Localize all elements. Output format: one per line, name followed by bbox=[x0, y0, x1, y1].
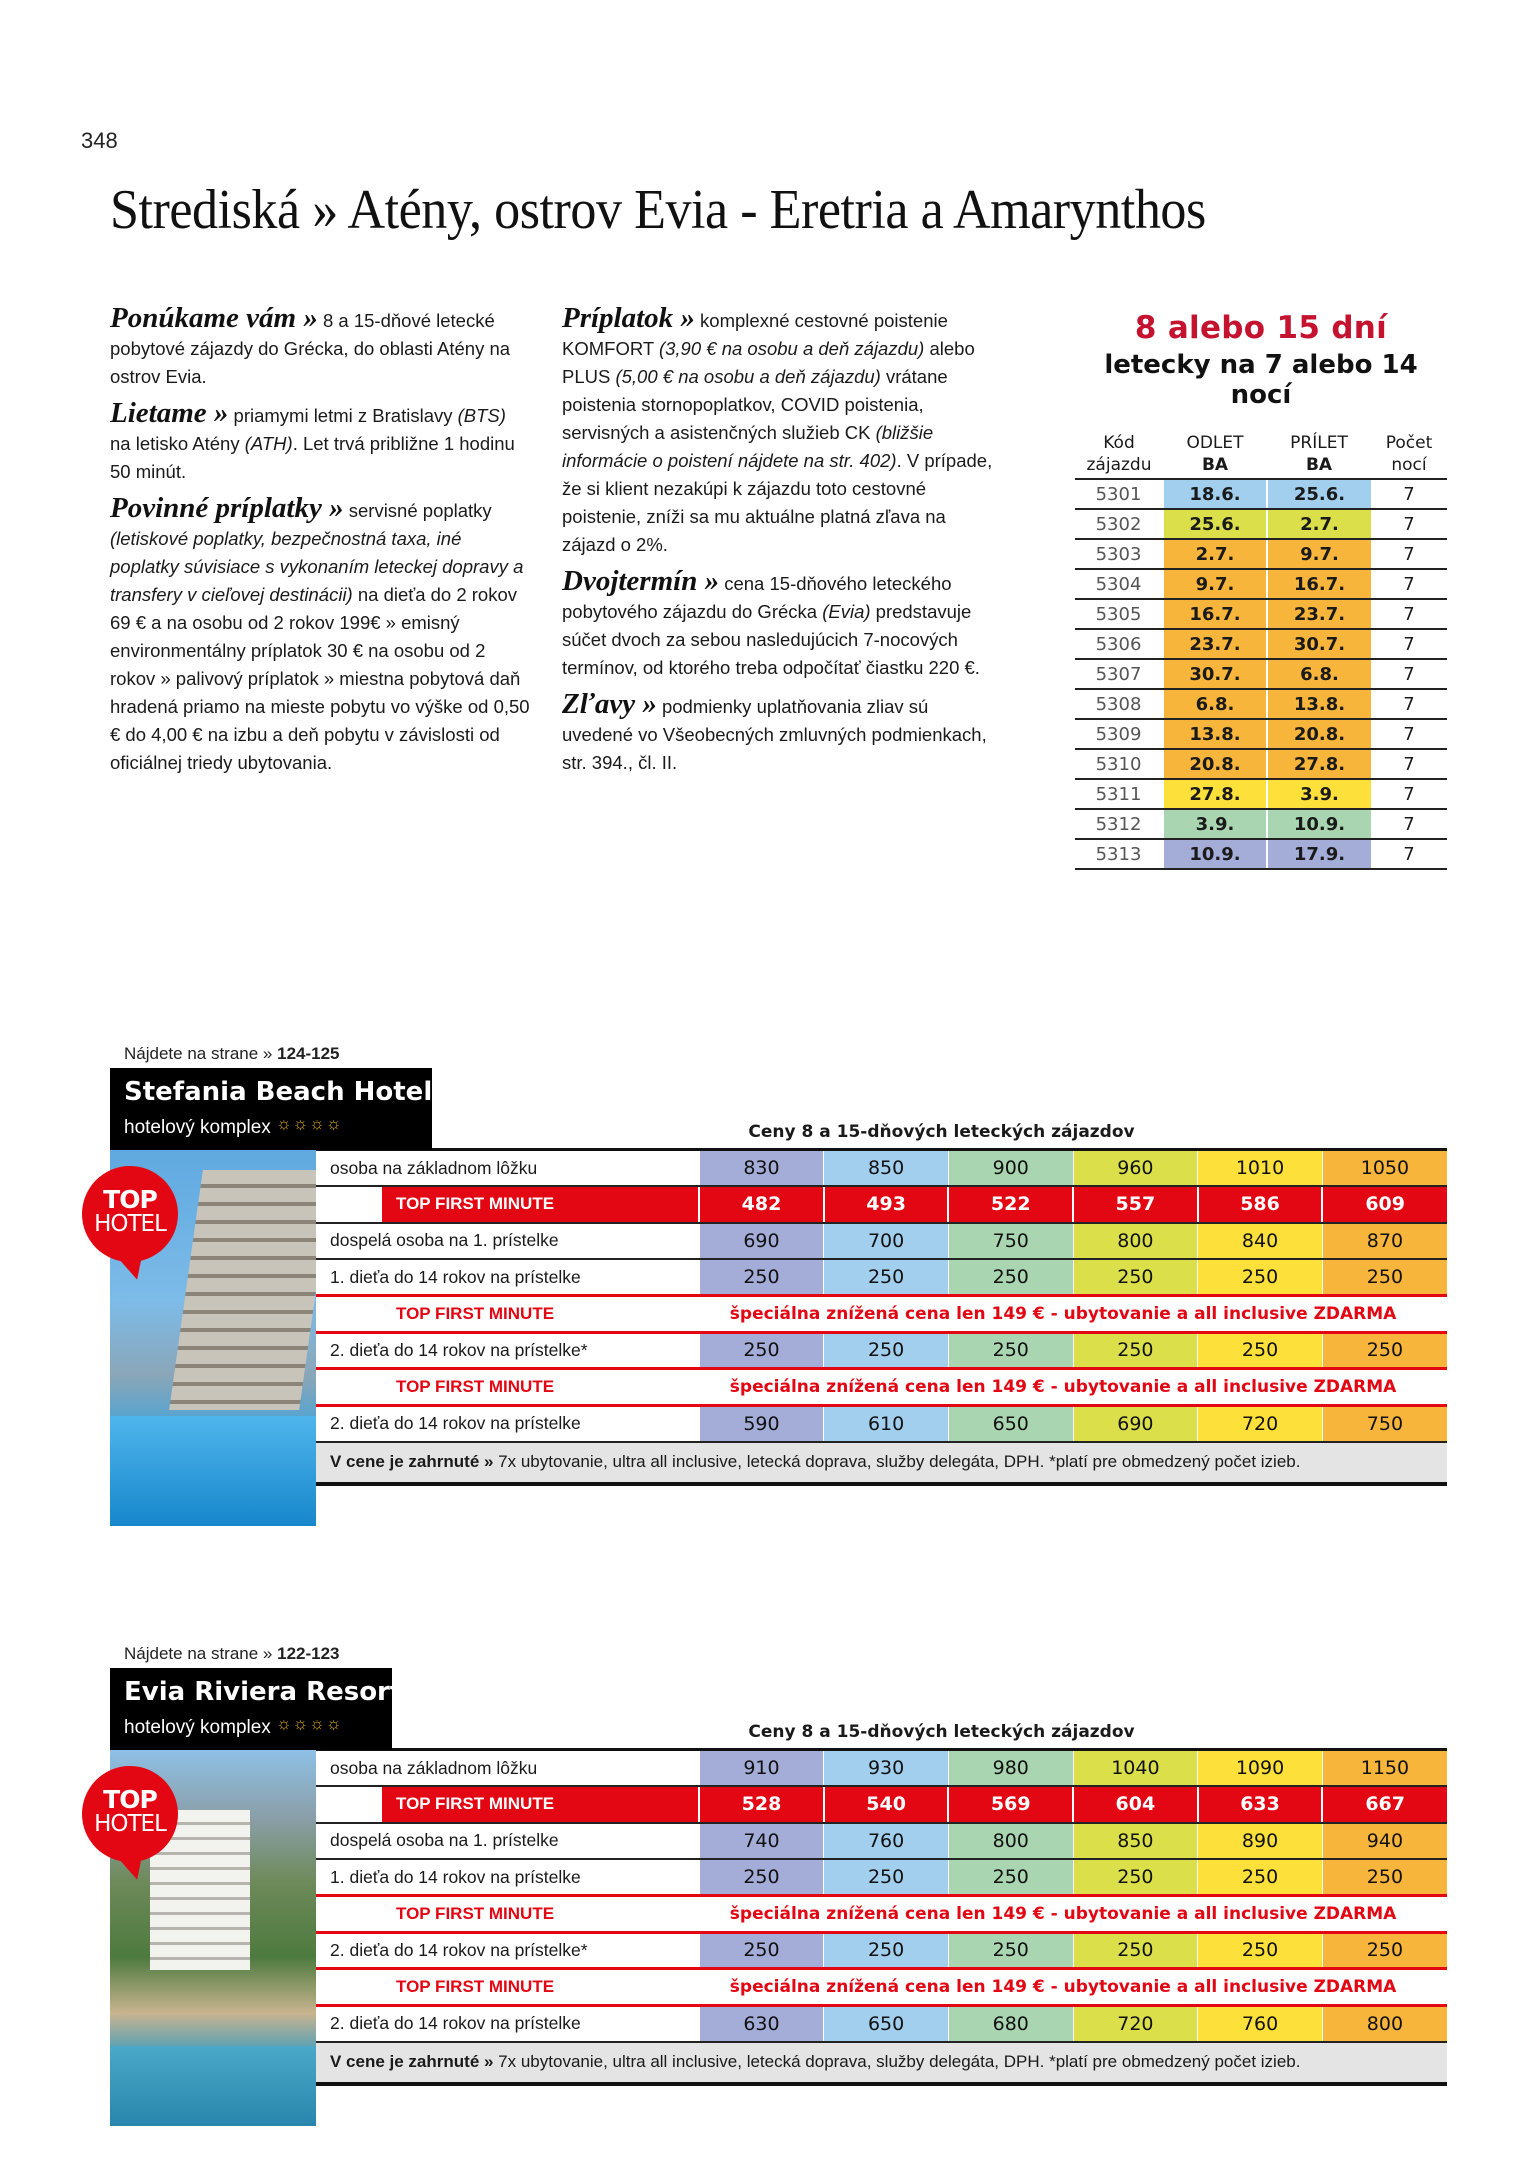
price-cell: 720 bbox=[1198, 1405, 1323, 1442]
arrival-date: 9.7. bbox=[1267, 539, 1371, 569]
insurance-paragraph bbox=[562, 304, 994, 559]
nights-count: 7 bbox=[1371, 839, 1447, 869]
included-text bbox=[316, 1442, 1447, 1484]
price-cell: 667 bbox=[1322, 1786, 1447, 1823]
badge-bottom-text: HOTEL bbox=[94, 1211, 166, 1237]
price-cell: 840 bbox=[1198, 1223, 1323, 1260]
included-details: 7x ubytovanie, ultra all inclusive, letecká doprava, služby delegáta, DPH. *platí pre obmedzený počet izieb. bbox=[493, 1452, 1301, 1471]
header-code-line1: Kód bbox=[1103, 433, 1135, 453]
find-on-page-number: 124-125 bbox=[277, 1044, 340, 1063]
trip-code: 5309 bbox=[1075, 719, 1163, 749]
mandatory-fees-lead: Povinné príplatky » bbox=[110, 492, 344, 524]
find-on-page bbox=[110, 1040, 1447, 1068]
find-on-page-label: Nájdete na strane » bbox=[124, 1044, 273, 1063]
price-cell: 930 bbox=[824, 1750, 949, 1787]
trip-code: 5303 bbox=[1075, 539, 1163, 569]
special-offer-message: špeciálna znížená cena len 149 € - ubytovanie a all inclusive ZDARMA bbox=[699, 1296, 1447, 1333]
terms-title: 8 alebo 15 dní bbox=[1134, 310, 1388, 346]
trip-code: 5308 bbox=[1075, 689, 1163, 719]
hotel-type-label: hotelový komplex bbox=[124, 1117, 271, 1138]
price-cell: 650 bbox=[824, 2005, 949, 2042]
insurance-text: . V prípade, že si klient nezakúpi k zájazdu toto cestovné poistenie, zníži sa mu aktuálne platná zľava na zájazd o 2%. bbox=[562, 450, 993, 555]
row-label: osoba na základnom lôžku bbox=[316, 1150, 699, 1187]
discounts-paragraph bbox=[562, 690, 994, 777]
hotel-header bbox=[110, 1668, 403, 1750]
intro-column-2 bbox=[562, 304, 994, 785]
price-cell: 1090 bbox=[1198, 1750, 1323, 1787]
nights-count: 7 bbox=[1371, 749, 1447, 779]
row-label: TOP FIRST MINUTE bbox=[316, 1369, 699, 1406]
insurance-text: (3,90 € na osobu a deň zájazdu) bbox=[658, 338, 925, 359]
mandatory-fees-text: (letiskové poplatky, bezpečnostná taxa, iné poplatky súvisiace s vykonaním leteckej dopravy a transfery v cieľovej destinácii) bbox=[110, 528, 524, 605]
hotel-type bbox=[124, 1710, 378, 1742]
price-cell: 250 bbox=[1073, 1932, 1198, 1969]
double-term-text: (Evia) bbox=[822, 601, 871, 622]
price-cell: 850 bbox=[1073, 1823, 1198, 1860]
row-label: 1. dieťa do 14 rokov na prístelke bbox=[316, 1859, 699, 1896]
header-departure-line1: ODLET bbox=[1186, 433, 1244, 453]
departure-date: 3.9. bbox=[1163, 809, 1267, 839]
terms-row bbox=[1075, 779, 1447, 809]
price-cell: 250 bbox=[699, 1332, 824, 1369]
price-cell: 940 bbox=[1322, 1823, 1447, 1860]
trip-code: 5311 bbox=[1075, 779, 1163, 809]
insurance-text: komplexné cestovné poistenie KOMFORT bbox=[562, 310, 948, 359]
price-cell: 609 bbox=[1322, 1186, 1447, 1223]
price-cell: 250 bbox=[1322, 1332, 1447, 1369]
terms-row bbox=[1075, 569, 1447, 599]
double-term-paragraph bbox=[562, 567, 994, 682]
hotel-type bbox=[124, 1110, 418, 1142]
double-term-text: predstavuje súčet dvoch za sebou nasledujúcich 7-nocových termínov, od ktorého treba odpočítať čiastku 220 €. bbox=[562, 601, 980, 678]
price-cell: 870 bbox=[1322, 1223, 1447, 1260]
insurance-text: alebo PLUS bbox=[562, 338, 975, 387]
arrival-date: 20.8. bbox=[1267, 719, 1371, 749]
trip-code: 5302 bbox=[1075, 509, 1163, 539]
row-label: 1. dieťa do 14 rokov na prístelke bbox=[316, 1259, 699, 1296]
price-cell: 250 bbox=[1198, 1859, 1323, 1896]
page-title: Strediská » Atény, ostrov Evia - Eretria a Amarynthos bbox=[110, 179, 1206, 241]
trip-code: 5307 bbox=[1075, 659, 1163, 689]
price-cell: 900 bbox=[948, 1150, 1073, 1187]
departure-date: 2.7. bbox=[1163, 539, 1267, 569]
trip-code: 5304 bbox=[1075, 569, 1163, 599]
price-cell: 250 bbox=[1073, 1259, 1198, 1296]
building-image bbox=[169, 1170, 316, 1410]
price-cell: 250 bbox=[824, 1332, 949, 1369]
departure-date: 10.9. bbox=[1163, 839, 1267, 869]
discounts-lead: Zľavy » bbox=[562, 688, 657, 720]
flights-text: . Let trvá približne 1 hodinu 50 minút. bbox=[110, 433, 515, 482]
arrival-date: 16.7. bbox=[1267, 569, 1371, 599]
terms-block bbox=[1075, 310, 1447, 870]
price-cell: 250 bbox=[1198, 1932, 1323, 1969]
first-minute-price-row bbox=[316, 1186, 1447, 1223]
nights-count: 7 bbox=[1371, 719, 1447, 749]
price-cell: 250 bbox=[1073, 1859, 1198, 1896]
price-cell: 800 bbox=[1073, 1223, 1198, 1260]
header-arrival-line1: PRÍLET bbox=[1290, 433, 1348, 453]
departure-date: 16.7. bbox=[1163, 599, 1267, 629]
price-caption-text: Ceny 8 a 15-dňových leteckých zájazdov bbox=[748, 1722, 1135, 1742]
header-code-line2: zájazdu bbox=[1086, 455, 1152, 475]
included-text bbox=[316, 2042, 1447, 2084]
terms-row bbox=[1075, 539, 1447, 569]
price-cell: 493 bbox=[824, 1186, 949, 1223]
mandatory-fees-text: servisné poplatky bbox=[343, 500, 492, 521]
price-table bbox=[316, 1748, 1447, 2086]
departure-date: 6.8. bbox=[1163, 689, 1267, 719]
price-cell: 250 bbox=[699, 1859, 824, 1896]
terms-row bbox=[1075, 749, 1447, 779]
row-label: TOP FIRST MINUTE bbox=[316, 1186, 699, 1223]
price-cell: 960 bbox=[1073, 1150, 1198, 1187]
price-cell: 910 bbox=[699, 1750, 824, 1787]
price-caption bbox=[316, 1122, 1447, 1142]
header-nights-line1: Počet bbox=[1385, 433, 1433, 453]
departure-date: 20.8. bbox=[1163, 749, 1267, 779]
row-label: 2. dieťa do 14 rokov na prístelke bbox=[316, 2005, 699, 2042]
price-table bbox=[316, 1148, 1447, 1486]
row-label: 2. dieťa do 14 rokov na prístelke* bbox=[316, 1332, 699, 1369]
hotel-name: Stefania Beach Hotel bbox=[124, 1077, 433, 1107]
arrival-date: 25.6. bbox=[1267, 479, 1371, 509]
price-cell: 528 bbox=[699, 1786, 824, 1823]
included-row bbox=[316, 2042, 1447, 2084]
nights-count: 7 bbox=[1371, 509, 1447, 539]
price-cell: 610 bbox=[824, 1405, 949, 1442]
row-label: dospelá osoba na 1. prístelke bbox=[316, 1223, 699, 1260]
arrival-date: 27.8. bbox=[1267, 749, 1371, 779]
price-caption bbox=[316, 1722, 1447, 1742]
sun-rating-icon: ☼☼☼☼ bbox=[276, 1114, 343, 1133]
price-cell: 1150 bbox=[1322, 1750, 1447, 1787]
price-cell: 250 bbox=[948, 1859, 1073, 1896]
trip-code: 5313 bbox=[1075, 839, 1163, 869]
nights-count: 7 bbox=[1371, 539, 1447, 569]
price-cell: 569 bbox=[948, 1786, 1073, 1823]
flights-text: na letisko Atény bbox=[110, 433, 245, 454]
find-on-page-number: 122-123 bbox=[277, 1644, 340, 1663]
price-cell: 760 bbox=[824, 1823, 949, 1860]
price-row bbox=[316, 1823, 1447, 1860]
row-label: TOP FIRST MINUTE bbox=[316, 1896, 699, 1933]
price-row bbox=[316, 1150, 1447, 1187]
flights-text: priamymi letmi z Bratislavy bbox=[228, 405, 458, 426]
terms-row bbox=[1075, 809, 1447, 839]
price-row bbox=[316, 1932, 1447, 1969]
departure-date: 25.6. bbox=[1163, 509, 1267, 539]
price-cell: 750 bbox=[948, 1223, 1073, 1260]
header-code bbox=[1075, 432, 1163, 479]
terms-row bbox=[1075, 599, 1447, 629]
trip-code: 5301 bbox=[1075, 479, 1163, 509]
price-cell: 1040 bbox=[1073, 1750, 1198, 1787]
header-departure bbox=[1163, 432, 1267, 479]
terms-row bbox=[1075, 479, 1447, 509]
nights-count: 7 bbox=[1371, 599, 1447, 629]
nights-count: 7 bbox=[1371, 479, 1447, 509]
included-lead: V cene je zahrnuté » bbox=[330, 2052, 494, 2071]
double-term-text: cena 15-dňového leteckého pobytového zájazdu do Grécka bbox=[562, 573, 952, 622]
header-arrival bbox=[1267, 432, 1371, 479]
terms-row bbox=[1075, 659, 1447, 689]
offer-paragraph bbox=[110, 304, 530, 391]
price-row bbox=[316, 1750, 1447, 1787]
price-cell: 250 bbox=[824, 1859, 949, 1896]
price-cell: 250 bbox=[948, 1259, 1073, 1296]
departure-date: 30.7. bbox=[1163, 659, 1267, 689]
price-cell: 250 bbox=[1198, 1332, 1323, 1369]
nights-count: 7 bbox=[1371, 659, 1447, 689]
trip-code: 5310 bbox=[1075, 749, 1163, 779]
price-cell: 630 bbox=[699, 2005, 824, 2042]
row-label: TOP FIRST MINUTE bbox=[316, 1786, 699, 1823]
arrival-date: 30.7. bbox=[1267, 629, 1371, 659]
included-row bbox=[316, 1442, 1447, 1484]
hotel-section-evia-riviera bbox=[94, 1640, 1447, 2071]
find-on-page-label: Nájdete na strane » bbox=[124, 1644, 273, 1663]
price-cell: 740 bbox=[699, 1823, 824, 1860]
departure-date: 18.6. bbox=[1163, 479, 1267, 509]
price-cell: 540 bbox=[824, 1786, 949, 1823]
insurance-text: (bližšie informácie o poistení nájdete na str. 402) bbox=[562, 422, 934, 471]
badge-bottom-text: HOTEL bbox=[94, 1811, 166, 1837]
arrival-date: 10.9. bbox=[1267, 809, 1371, 839]
price-cell: 830 bbox=[699, 1150, 824, 1187]
special-offer-message: špeciálna znížená cena len 149 € - ubytovanie a all inclusive ZDARMA bbox=[699, 1896, 1447, 1933]
price-cell: 590 bbox=[699, 1405, 824, 1442]
discounts-text: podmienky uplatňovania zliav sú uvedené vo Všeobecných zmluvných podmienkach, str. 394., čl. II. bbox=[562, 696, 987, 773]
price-cell: 250 bbox=[1322, 1859, 1447, 1896]
arrival-date: 13.8. bbox=[1267, 689, 1371, 719]
price-cell: 250 bbox=[824, 1259, 949, 1296]
header-nights-line2: nocí bbox=[1391, 455, 1427, 475]
arrival-date: 3.9. bbox=[1267, 779, 1371, 809]
price-cell: 720 bbox=[1073, 2005, 1198, 2042]
flights-lead: Lietame » bbox=[110, 397, 229, 429]
flights-paragraph bbox=[110, 399, 530, 486]
arrival-date: 23.7. bbox=[1267, 599, 1371, 629]
first-minute-special-row bbox=[316, 1296, 1447, 1333]
price-cell: 800 bbox=[1322, 2005, 1447, 2042]
hotel-section-stefania bbox=[94, 1040, 1447, 1471]
price-cell: 604 bbox=[1073, 1786, 1198, 1823]
nights-count: 7 bbox=[1371, 569, 1447, 599]
row-label: 2. dieťa do 14 rokov na prístelke* bbox=[316, 1932, 699, 1969]
row-label: 2. dieťa do 14 rokov na prístelke bbox=[316, 1405, 699, 1442]
special-offer-message: špeciálna znížená cena len 149 € - ubytovanie a all inclusive ZDARMA bbox=[699, 1369, 1447, 1406]
departure-date: 23.7. bbox=[1163, 629, 1267, 659]
departure-date: 27.8. bbox=[1163, 779, 1267, 809]
row-label: osoba na základnom lôžku bbox=[316, 1750, 699, 1787]
hotel-type-label: hotelový komplex bbox=[124, 1717, 271, 1738]
offer-text: 8 a 15-dňové letecké pobytové zájazdy do Grécka, do oblasti Atény na ostrov Evia. bbox=[110, 310, 511, 387]
terms-row bbox=[1075, 719, 1447, 749]
terms-header-row bbox=[1075, 432, 1447, 479]
terms-row bbox=[1075, 629, 1447, 659]
included-details: 7x ubytovanie, ultra all inclusive, letecká doprava, služby delegáta, DPH. *platí pre obmedzený počet izieb. bbox=[493, 2052, 1301, 2071]
offer-lead: Ponúkame vám » bbox=[110, 302, 318, 334]
top-hotel-badge-icon bbox=[82, 1166, 178, 1262]
arrival-date: 2.7. bbox=[1267, 509, 1371, 539]
intro-column-1 bbox=[110, 304, 530, 785]
hotel-header bbox=[110, 1068, 432, 1150]
terms-table bbox=[1075, 432, 1447, 870]
price-row bbox=[316, 1332, 1447, 1369]
hotel-name: Evia Riviera Resort bbox=[124, 1677, 403, 1707]
insurance-text: (5,00 € na osobu a deň zájazdu) bbox=[615, 366, 881, 387]
first-minute-special-row bbox=[316, 1969, 1447, 2006]
price-cell: 700 bbox=[824, 1223, 949, 1260]
flights-text: (BTS) bbox=[457, 405, 506, 426]
insurance-lead: Príplatok » bbox=[562, 302, 695, 334]
price-cell: 557 bbox=[1073, 1186, 1198, 1223]
nights-count: 7 bbox=[1371, 689, 1447, 719]
row-label: TOP FIRST MINUTE bbox=[316, 1969, 699, 2006]
price-cell: 690 bbox=[1073, 1405, 1198, 1442]
price-cell: 850 bbox=[824, 1150, 949, 1187]
terms-row bbox=[1075, 839, 1447, 869]
price-cell: 980 bbox=[948, 1750, 1073, 1787]
sun-rating-icon: ☼☼☼☼ bbox=[276, 1714, 343, 1733]
departure-date: 13.8. bbox=[1163, 719, 1267, 749]
top-hotel-badge-icon bbox=[82, 1766, 178, 1862]
nights-count: 7 bbox=[1371, 779, 1447, 809]
terms-row bbox=[1075, 689, 1447, 719]
price-cell: 250 bbox=[1322, 1259, 1447, 1296]
price-cell: 522 bbox=[948, 1186, 1073, 1223]
departure-date: 9.7. bbox=[1163, 569, 1267, 599]
insurance-text: vrátane poistenia stornopoplatkov, COVID poistenia, servisných a asistenčných služieb CK bbox=[562, 366, 948, 443]
price-cell: 650 bbox=[948, 1405, 1073, 1442]
price-cell: 250 bbox=[1322, 1932, 1447, 1969]
trip-code: 5306 bbox=[1075, 629, 1163, 659]
find-on-page bbox=[110, 1640, 1447, 1668]
first-minute-price-row bbox=[316, 1786, 1447, 1823]
price-cell: 680 bbox=[948, 2005, 1073, 2042]
badge-top-text: TOP bbox=[103, 1785, 157, 1814]
arrival-date: 6.8. bbox=[1267, 659, 1371, 689]
price-cell: 1010 bbox=[1198, 1150, 1323, 1187]
price-row bbox=[316, 1405, 1447, 1442]
price-cell: 250 bbox=[699, 1932, 824, 1969]
special-offer-message: špeciálna znížená cena len 149 € - ubytovanie a all inclusive ZDARMA bbox=[699, 1969, 1447, 2006]
flights-text: (ATH) bbox=[244, 433, 293, 454]
price-row bbox=[316, 1259, 1447, 1296]
trip-code: 5312 bbox=[1075, 809, 1163, 839]
mandatory-fees-paragraph bbox=[110, 494, 530, 777]
price-cell: 250 bbox=[699, 1259, 824, 1296]
price-cell: 250 bbox=[1073, 1332, 1198, 1369]
row-label: TOP FIRST MINUTE bbox=[316, 1296, 699, 1333]
water-image bbox=[110, 2046, 316, 2126]
price-cell: 750 bbox=[1322, 1405, 1447, 1442]
price-cell: 250 bbox=[1198, 1259, 1323, 1296]
price-cell: 250 bbox=[824, 1932, 949, 1969]
price-cell: 482 bbox=[699, 1186, 824, 1223]
header-nights bbox=[1371, 432, 1447, 479]
price-cell: 250 bbox=[948, 1332, 1073, 1369]
price-cell: 586 bbox=[1198, 1186, 1323, 1223]
price-row bbox=[316, 2005, 1447, 2042]
price-cell: 1050 bbox=[1322, 1150, 1447, 1187]
badge-top-text: TOP bbox=[103, 1185, 157, 1214]
water-image bbox=[110, 1416, 316, 1526]
mandatory-fees-text: na dieťa do 2 rokov 69 € a na osobu od 2 rokov 199€ » emisný environmentálny príplatok 30 € na osobu od 2 rokov » palivový príplatok » miestna pobytová daň hradená priamo na mieste pobytu vo výške od 0,50 € do 4,00 € na izbu a deň pobytu v závislosti od oficiálnej triedy ubytovania. bbox=[110, 584, 530, 773]
page-number: 348 bbox=[81, 128, 118, 153]
price-cell: 633 bbox=[1198, 1786, 1323, 1823]
price-cell: 690 bbox=[699, 1223, 824, 1260]
arrival-date: 17.9. bbox=[1267, 839, 1371, 869]
first-minute-special-row bbox=[316, 1896, 1447, 1933]
included-lead: V cene je zahrnuté » bbox=[330, 1452, 494, 1471]
first-minute-special-row bbox=[316, 1369, 1447, 1406]
price-cell: 800 bbox=[948, 1823, 1073, 1860]
price-cell: 760 bbox=[1198, 2005, 1323, 2042]
price-cell: 890 bbox=[1198, 1823, 1323, 1860]
nights-count: 7 bbox=[1371, 809, 1447, 839]
price-cell: 250 bbox=[948, 1932, 1073, 1969]
row-label: dospelá osoba na 1. prístelke bbox=[316, 1823, 699, 1860]
price-row bbox=[316, 1859, 1447, 1896]
terms-subtitle: letecky na 7 alebo 14 nocí bbox=[1104, 350, 1418, 410]
terms-row bbox=[1075, 509, 1447, 539]
trip-code: 5305 bbox=[1075, 599, 1163, 629]
header-arrival-line2: BA bbox=[1305, 455, 1333, 475]
double-term-lead: Dvojtermín » bbox=[562, 565, 720, 597]
header-departure-line2: BA bbox=[1201, 455, 1229, 475]
nights-count: 7 bbox=[1371, 629, 1447, 659]
price-caption-text: Ceny 8 a 15-dňových leteckých zájazdov bbox=[748, 1122, 1135, 1142]
price-row bbox=[316, 1223, 1447, 1260]
